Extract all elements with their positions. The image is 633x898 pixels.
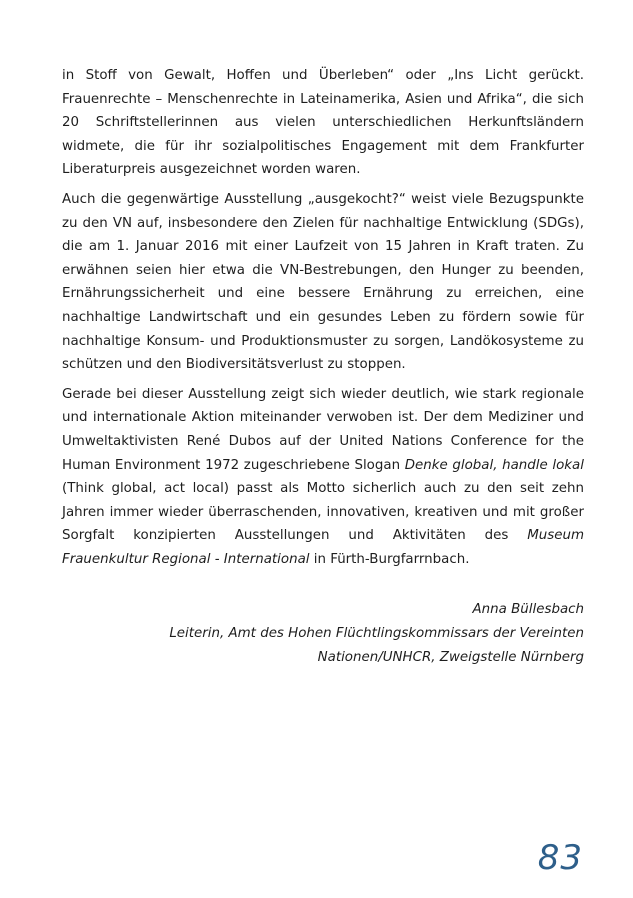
slogan-text: Denke global, handle lokal <box>404 457 584 473</box>
document-body <box>62 64 584 669</box>
paragraph-3-text-2: (Think global, act local) passt als Motto sicherlich auch zu den seit zehn Jahren immer wieder überraschenden, innovativen, kreativen und mit großer Sorgfalt konzipierten Ausstellungen und Aktivitäten des <box>62 481 584 544</box>
paragraph-3 <box>62 383 584 572</box>
paragraph-2: Auch die gegenwärtige Ausstellung „ausgekocht?“ weist viele Bezugspunkte zu den VN auf, insbesondere den Zielen für nachhaltige Entwicklung (SDGs), die am 1. Januar 2016 mit einer Laufzeit von 15 Jahren in Kraft traten. Zu erwähnen seien hier etwa die VN-Bestrebungen, den Hunger zu beenden, Ernährungssicherheit und eine bessere Ernährung zu erreichen, eine nachhaltige Landwirtschaft und ein gesundes Leben zu fördern sowie für nachhaltige Konsum- und Produktionsmuster zu sorgen, Landökosysteme zu schützen und den Biodiversitätsverlust zu stoppen. <box>62 191 584 373</box>
museum-name: Museum Frauenkultur Regional - International <box>62 528 584 567</box>
paragraph-3-text-1: Gerade bei dieser Ausstellung zeigt sich wieder deutlich, wie stark regionale und internationale Aktion miteinander verwoben ist. Der dem Mediziner und Umweltaktivisten René Dubos auf der United Nations Conference for the Human Environment 1972 zugeschriebene Slogan <box>62 386 584 473</box>
page-number: 83 <box>537 838 583 878</box>
signature-block <box>62 598 584 669</box>
signature-name: Anna Büllesbach <box>472 602 584 618</box>
paragraph-3-text-3: in Fürth-Burgfarrnbach. <box>309 551 470 567</box>
paragraph-1: in Stoff von Gewalt, Hoffen und Überleben“ oder „Ins Licht gerückt. Frauenrechte – Menschenrechte in Lateinamerika, Asien und Afrika“, die sich 20 Schriftstellerinnen aus vielen unterschiedlichen Herkunftsländern widmete, die für ihr sozialpolitisches Engagement mit dem Frankfurter Liberaturpreis ausgezeichnet worden waren. <box>62 68 584 178</box>
signature-role-line-1: Leiterin, Amt des Hohen Flüchtlingskommissars der Vereinten <box>169 626 584 642</box>
signature-role-line-2: Nationen/UNHCR, Zweigstelle Nürnberg <box>317 649 584 665</box>
